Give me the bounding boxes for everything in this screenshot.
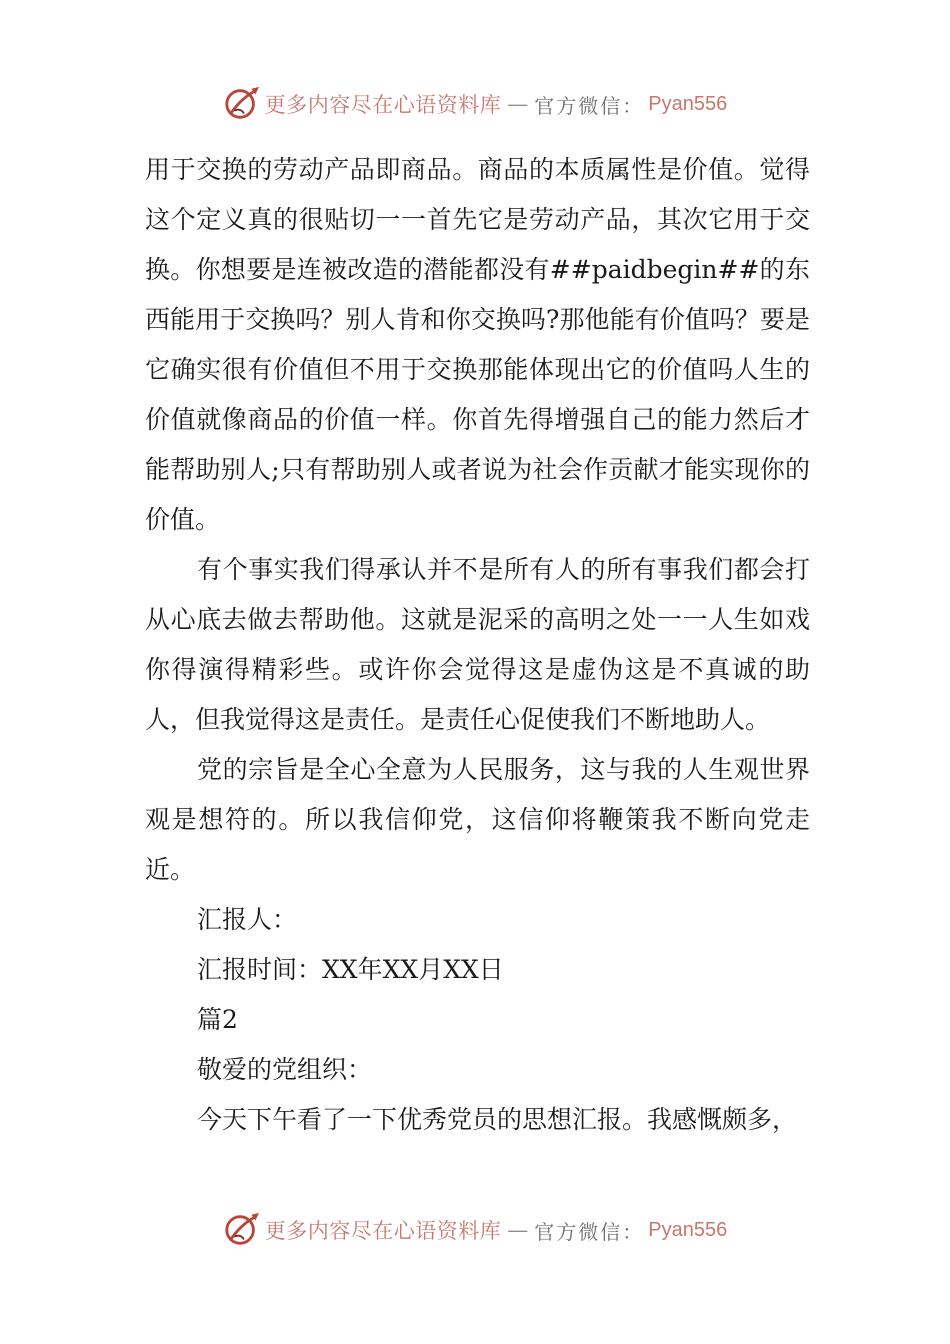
banner-wechat-label: 官方微信：	[534, 93, 645, 118]
paragraph-3: 党的宗旨是全心全意为人民服务，这与我的人生观世界观是想符的。所以我信仰党，这信仰将鞭策我不断向党走近。	[145, 755, 810, 884]
banner-wechat-label: 官方微信：	[534, 1219, 645, 1244]
pen-logo-icon	[223, 85, 261, 123]
section-heading: 篇2	[197, 1005, 238, 1034]
reporter-line: 汇报人：	[197, 905, 298, 934]
banner-content	[223, 1211, 727, 1249]
banner-wechat-id: Pyan556	[648, 92, 728, 115]
report-date-line: 汇报时间：XX年XX月XX日	[197, 955, 504, 984]
document-body	[145, 145, 810, 1145]
banner-separator: —	[507, 1218, 529, 1242]
pen-logo-icon	[223, 1211, 261, 1249]
banner-separator: —	[507, 92, 529, 116]
banner-title: 更多内容尽在心语资料库	[264, 1219, 502, 1243]
header-banner	[0, 80, 950, 128]
paragraph-1: 用于交换的劳动产品即商品。商品的本质属性是价值。觉得这个定义真的很贴切一一首先它是劳动产品，其次它用于交换。你想要是连被改造的潜能都没有##paidbegin##的东西能用于交换吗？别人肯和你交换吗?那他能有价值吗？要是它确实很有价值但不用于交换那能体现出它的价值吗人生的价值就像商品的价值一样。你首先得增强自己的能力然后才能帮助别人;只有帮助别人或者说为社会作贡献才能实现你的价值。	[145, 155, 810, 534]
banner-title: 更多内容尽在心语资料库	[264, 93, 502, 117]
footer-banner	[0, 1206, 950, 1254]
banner-content	[223, 85, 727, 123]
banner-wechat-id: Pyan556	[648, 1218, 728, 1241]
salutation: 敬爱的党组织：	[197, 1055, 373, 1084]
paragraph-2: 有个事实我们得承认并不是所有人的所有事我们都会打从心底去做去帮助他。这就是泥采的高明之处一一人生如戏你得演得精彩些。或许你会觉得这是虚伪这是不真诚的助人，但我觉得这是责任。是责任心促使我们不断地助人。	[145, 555, 810, 734]
paragraph-4: 今天下午看了一下优秀党员的思想汇报。我感慨颇多，	[197, 1105, 798, 1134]
